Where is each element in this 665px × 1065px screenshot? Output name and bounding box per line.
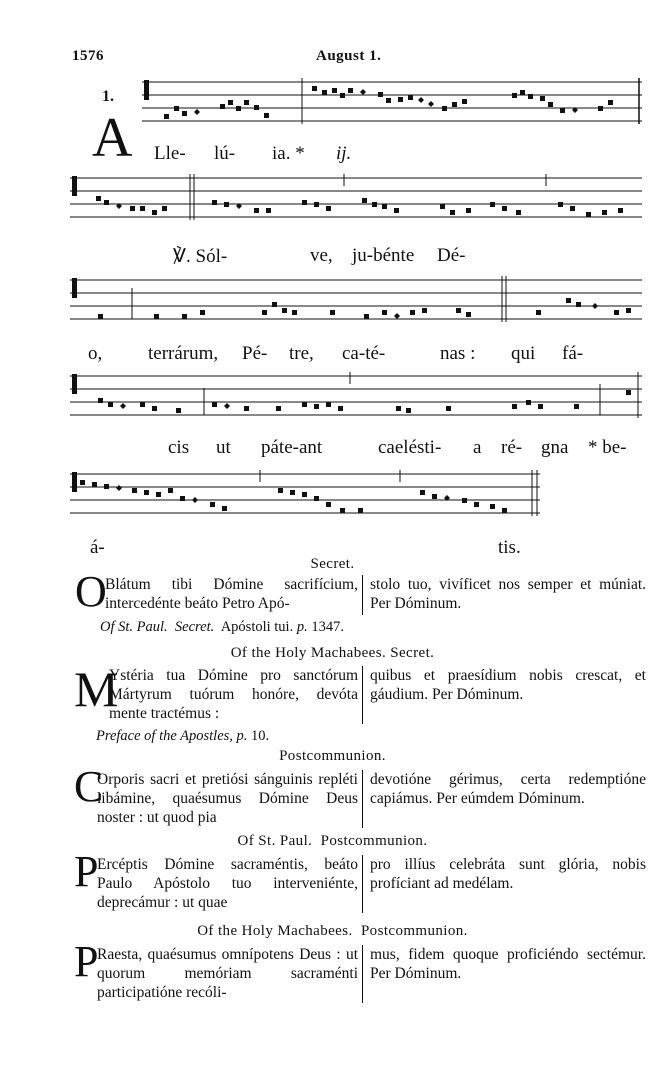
- machabees-postcommunion-right-text: mus, fidem quoque proficiéndo sectémur. Per Dóminum.: [370, 946, 646, 982]
- paul-postcommunion-right-column: [370, 855, 646, 893]
- reference-preface: [96, 728, 269, 745]
- paul-postcommunion-left-column: [75, 855, 358, 912]
- postcommunion-left-text: Orporis sacri et pretiósi sánguinis repléti libámine, quaésumus Dómine Deus noster : ut quod pia: [97, 771, 358, 826]
- lyric-2-2: ve,: [310, 245, 333, 266]
- ref-text: Apóstoli tui.: [220, 619, 294, 635]
- machabees-label: Of the Holy Machabees.: [197, 923, 353, 939]
- lyric-4-2: ut: [216, 437, 231, 458]
- secret-right-text: stolo tuo, vivíficet nos semper et múniat. Per Dóminum.: [370, 576, 646, 612]
- lyric-3-5: ca-té-: [342, 343, 386, 364]
- ref-label: Of St. Paul.: [100, 619, 168, 635]
- chant-initial: A: [92, 107, 133, 169]
- lyric-2-3: ju-bénte: [352, 245, 415, 266]
- section-heading-secret: Secret.: [310, 556, 355, 572]
- paul-postcommunion-right-text: pro illíus celebráta sunt glória, nobis profíciant ad medélam.: [370, 856, 646, 892]
- lyric-1-3: ia. *: [272, 143, 305, 164]
- lyric-3-1: o,: [88, 343, 103, 364]
- machabees-secret-initial: M: [74, 661, 119, 717]
- section-heading-postcommunion: Postcommunion.: [279, 748, 386, 764]
- st-paul-label: Of St. Paul.: [237, 833, 313, 849]
- ref-section: Secret.: [174, 619, 215, 635]
- staff-lines-2: [70, 172, 642, 222]
- chant-staff-3: [70, 274, 642, 326]
- lyric-2-4: Dé-: [437, 245, 466, 266]
- ref-p: p.: [296, 619, 308, 635]
- lyric-4-7: gna: [541, 437, 569, 458]
- staff-lines-4: [70, 370, 642, 422]
- machabees-postcommunion-initial: P: [74, 937, 99, 986]
- lyric-1-4: ij.: [336, 143, 352, 164]
- lyric-3-7: qui: [511, 343, 536, 364]
- machabees-secret-left-text: Ystéria tua Dómine pro sanctórum Mártyrum tuórum honóre, devóta mente tractémus :: [109, 667, 358, 722]
- staff-lines-3: [70, 274, 642, 326]
- lyric-2-1: ℣. Sól-: [173, 246, 228, 267]
- lyric-3-3: Pé-: [242, 343, 268, 364]
- chant-staff-1: [142, 76, 642, 126]
- column-divider: [362, 770, 363, 828]
- lyric-4-8: * be-: [588, 437, 627, 458]
- machabees-postcommunion-label: Postcommunion.: [360, 923, 468, 939]
- lyric-1-2: lú-: [214, 143, 236, 164]
- column-divider: [362, 945, 363, 1003]
- lyric-3-8: fá-: [562, 343, 584, 364]
- section-heading-machabees-secret: Of the Holy Machabees. Secret.: [230, 645, 435, 661]
- machabees-secret-right-text: quibus et praesídium nobis crescat, et gáudium. Per Dóminum.: [370, 667, 646, 703]
- postcommunion-left-column: [75, 770, 358, 827]
- machabees-postcommunion-right-column: [370, 945, 646, 983]
- secret-right-column: [370, 575, 646, 613]
- st-paul-postcommunion-label: Postcommunion.: [320, 833, 428, 849]
- lyric-5-1: á-: [90, 537, 105, 558]
- ref-preface-page: 10.: [251, 728, 270, 744]
- reference-st-paul-secret: [100, 619, 344, 636]
- column-divider: [362, 575, 363, 615]
- paul-postcommunion-left-text: Ercéptis Dómine sacraméntis, beáto Paulo Apóstolo tuo interveniénte, deprecámur : ut quae: [97, 856, 358, 911]
- chant-staff-5: [70, 468, 540, 520]
- postcommunion-initial: C: [74, 762, 104, 811]
- secret-initial: O: [75, 567, 107, 616]
- column-divider: [362, 666, 363, 724]
- postcommunion-right-column: [370, 770, 646, 808]
- postcommunion-right-text: devotióne gérimus, certa redemptióne capiámus. Per eúmdem Dóminum.: [370, 771, 646, 807]
- section-heading-st-paul-postcommunion: [0, 833, 665, 850]
- ref-preface-p: p.: [236, 728, 248, 744]
- machabees-secret-left-column: [74, 661, 358, 723]
- lyric-4-3: páte-ant: [261, 437, 323, 458]
- lyric-1-1: Lle-: [154, 143, 186, 164]
- page-date: August 1.: [316, 48, 382, 64]
- paul-postcommunion-initial: P: [74, 847, 99, 896]
- lyric-4-6: ré-: [501, 437, 523, 458]
- machabees-postcommunion-left-column: [75, 945, 358, 1002]
- staff-lines-1: [142, 76, 642, 126]
- lyric-3-2: terrárum,: [148, 343, 219, 364]
- machabees-secret-right-column: [370, 666, 646, 704]
- lyric-4-1: cis: [168, 437, 190, 458]
- ref-page: 1347.: [311, 619, 344, 635]
- secret-left-column: [75, 575, 358, 613]
- machabees-postcommunion-left-text: Raesta, quaésumus omnípotens Deus : ut quorum memóriam sacraménti participatióne recóli-: [97, 946, 358, 1001]
- staff-lines-5: [70, 468, 540, 520]
- lyric-4-5: a: [473, 437, 482, 458]
- secret-left-text: Blátum tibi Dómine sacrifícium, intercedénte beáto Petro Apó-: [105, 576, 358, 612]
- section-heading-machabees-postcommunion: [0, 923, 665, 940]
- lyric-3-6: nas :: [440, 343, 476, 364]
- lyric-4-4: caelésti-: [378, 437, 442, 458]
- ref-preface-label: Preface of the Apostles,: [96, 728, 233, 744]
- chant-number: 1.: [102, 88, 114, 105]
- lyric-5-2: tis.: [498, 537, 521, 558]
- chant-staff-4: [70, 370, 642, 422]
- chant-staff-2: [70, 172, 642, 222]
- column-divider: [362, 855, 363, 913]
- page-number: 1576: [72, 48, 104, 64]
- lyric-3-4: tre,: [289, 343, 314, 364]
